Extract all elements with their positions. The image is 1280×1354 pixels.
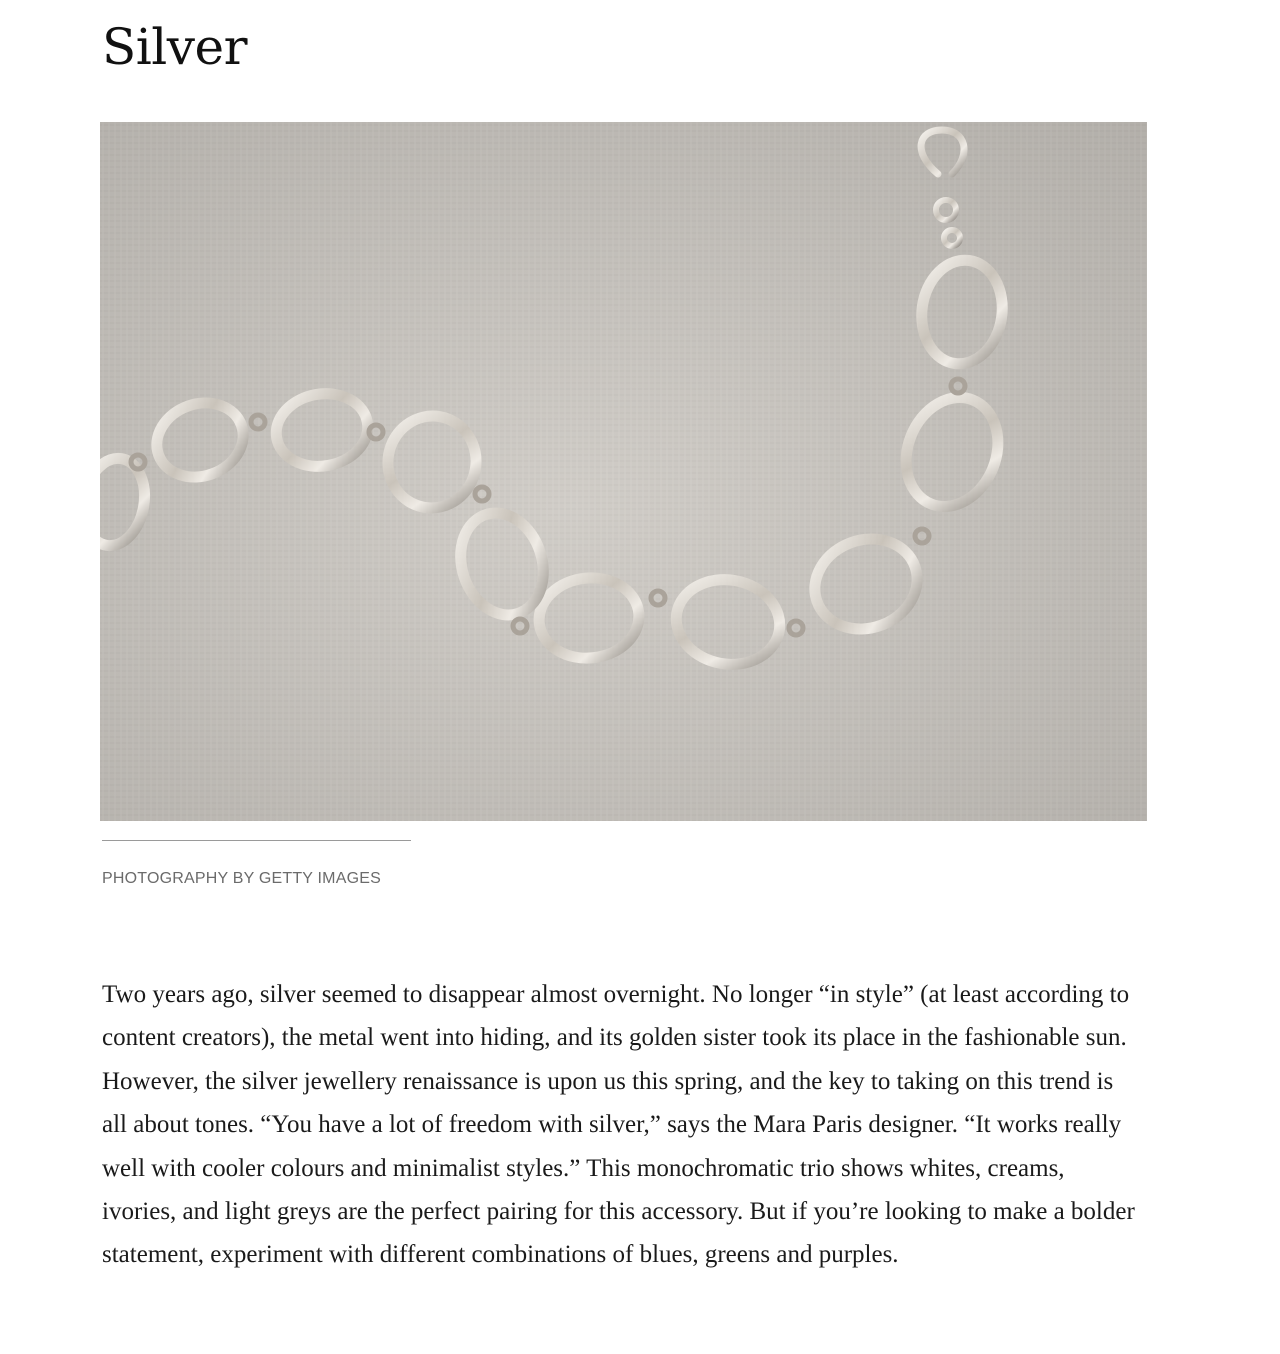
section-title: Silver xyxy=(102,18,247,76)
photo-credit: PHOTOGRAPHY BY GETTY IMAGES xyxy=(102,870,381,887)
caption-divider xyxy=(102,840,411,841)
bracelet-illustration xyxy=(100,122,1147,821)
article-photo xyxy=(100,122,1147,821)
article-body-paragraph: Two years ago, silver seemed to disappear almost overnight. No longer “in style” (at least according to content creators), the metal went into hiding, and its golden sister took its place in the fashionable sun. However, the silver jewellery renaissance is upon us this spring, and the key to taking on this trend is all about tones. “You have a lot of freedom with silver,” says the Mara Paris designer. “It works really well with cooler colours and minimalist styles.” This monochromatic trio shows whites, creams, ivories, and light greys are the perfect pairing for this accessory. But if you’re looking to make a bolder statement, experiment with different combinations of blues, greens and purples. xyxy=(102,981,1135,1269)
